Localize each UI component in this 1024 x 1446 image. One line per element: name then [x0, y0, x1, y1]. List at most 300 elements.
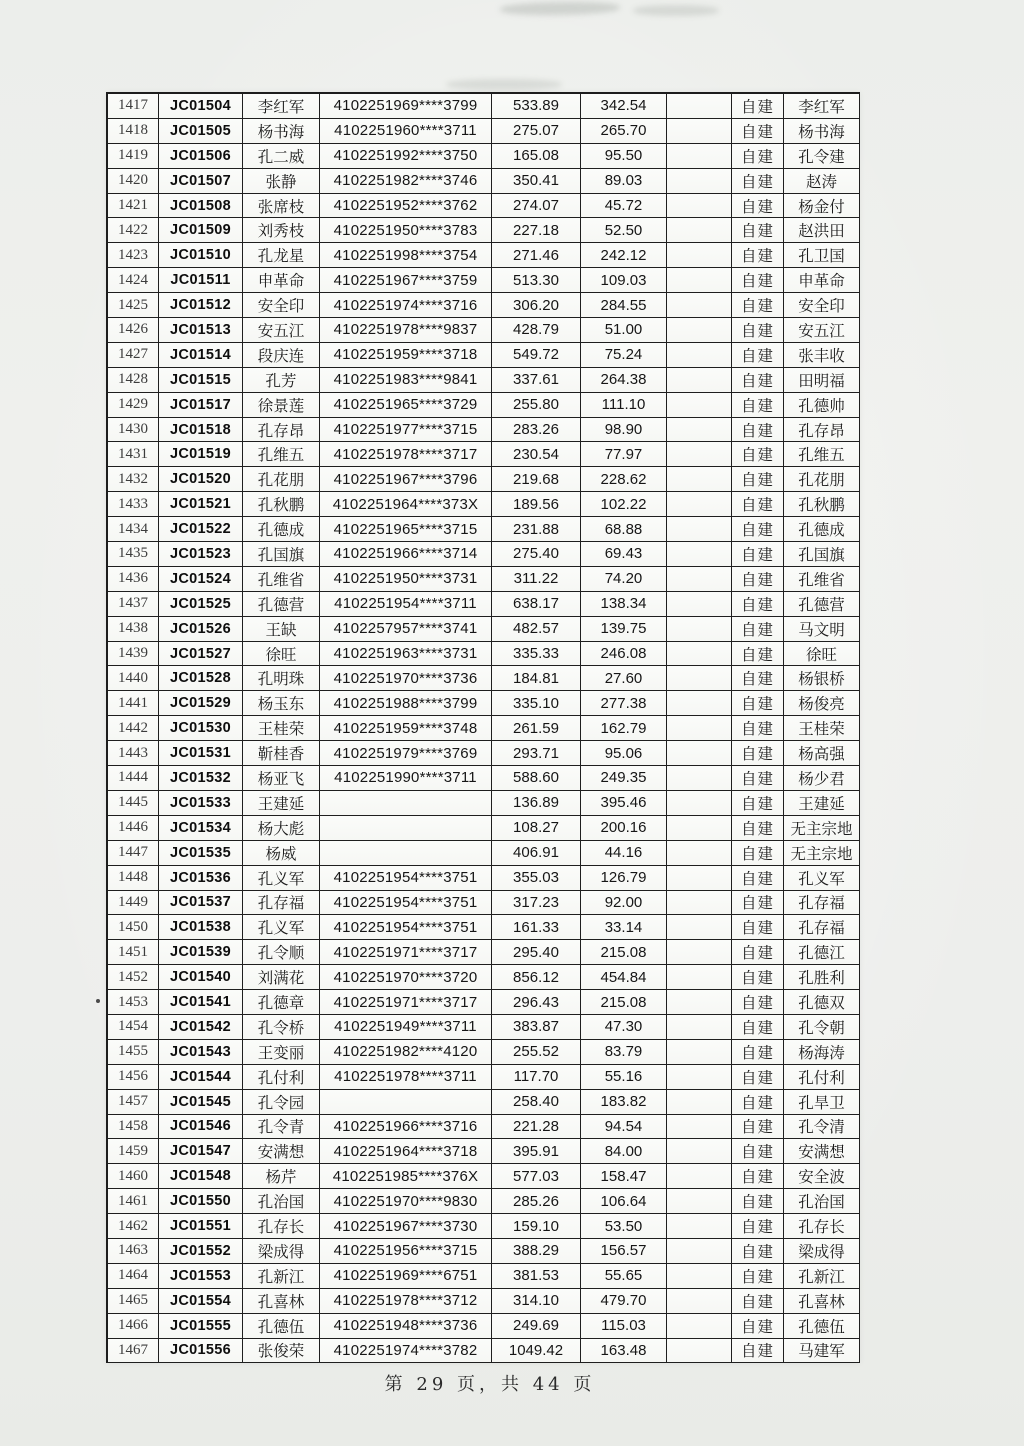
scan-bleed-smudge — [500, 1, 620, 16]
cell-value-2: 111.10 — [581, 393, 667, 418]
table-row — [108, 940, 860, 965]
cell-value-2: 55.16 — [581, 1065, 667, 1090]
table-row — [108, 915, 860, 940]
cell-value-2: 156.57 — [581, 1239, 667, 1264]
cell-row-index: 1466 — [108, 1314, 159, 1339]
cell-parcel-code: JC01537 — [159, 891, 243, 916]
cell-blank — [667, 418, 732, 443]
cell-registrant-name: 安五江 — [784, 318, 860, 343]
cell-build-type: 自建 — [732, 617, 784, 642]
cell-value-2: 95.06 — [581, 741, 667, 766]
cell-parcel-code: JC01540 — [159, 965, 243, 990]
table-row — [108, 666, 860, 691]
cell-row-index: 1434 — [108, 517, 159, 542]
table-row — [108, 442, 860, 467]
cell-value-1: 314.10 — [492, 1289, 581, 1314]
cell-blank — [667, 194, 732, 219]
cell-build-type: 自建 — [732, 592, 784, 617]
cell-row-index: 1438 — [108, 617, 159, 642]
cell-build-type: 自建 — [732, 94, 784, 119]
cell-value-1: 317.23 — [492, 891, 581, 916]
cell-id-number: 4102251970****3736 — [320, 666, 492, 691]
cell-registrant-name: 孔德伍 — [784, 1314, 860, 1339]
cell-parcel-code: JC01512 — [159, 293, 243, 318]
cell-build-type: 自建 — [732, 368, 784, 393]
cell-id-number: 4102251965****3729 — [320, 393, 492, 418]
table-row — [108, 318, 860, 343]
cell-holder-name: 孔治国 — [243, 1189, 320, 1214]
cell-blank — [667, 1214, 732, 1239]
cell-build-type: 自建 — [732, 243, 784, 268]
cell-holder-name: 孔令顺 — [243, 940, 320, 965]
cell-row-index: 1459 — [108, 1139, 159, 1164]
cell-holder-name: 孔德营 — [243, 592, 320, 617]
cell-parcel-code: JC01554 — [159, 1289, 243, 1314]
table-row — [108, 1314, 860, 1339]
table-row — [108, 418, 860, 443]
cell-id-number: 4102251949****3711 — [320, 1015, 492, 1040]
cell-id-number: 4102251966****3714 — [320, 542, 492, 567]
cell-registrant-name: 王桂荣 — [784, 716, 860, 741]
cell-build-type: 自建 — [732, 1264, 784, 1289]
table-row — [108, 716, 860, 741]
cell-blank — [667, 343, 732, 368]
cell-registrant-name: 孔存福 — [784, 915, 860, 940]
cell-id-number: 4102251956****3715 — [320, 1239, 492, 1264]
cell-build-type: 自建 — [732, 1115, 784, 1140]
cell-holder-name: 安五江 — [243, 318, 320, 343]
cell-registrant-name: 申革命 — [784, 268, 860, 293]
cell-row-index: 1443 — [108, 741, 159, 766]
cell-id-number: 4102251967****3796 — [320, 467, 492, 492]
cell-value-1: 428.79 — [492, 318, 581, 343]
cell-build-type: 自建 — [732, 144, 784, 169]
cell-parcel-code: JC01542 — [159, 1015, 243, 1040]
table-row — [108, 866, 860, 891]
cell-holder-name: 孔德章 — [243, 990, 320, 1015]
cell-parcel-code: JC01509 — [159, 218, 243, 243]
cell-blank — [667, 467, 732, 492]
scan-bleed-smudge — [633, 5, 719, 16]
cell-holder-name: 王缺 — [243, 617, 320, 642]
cell-holder-name: 徐旺 — [243, 642, 320, 667]
cell-registrant-name: 孔令建 — [784, 144, 860, 169]
cell-id-number: 4102251963****3731 — [320, 642, 492, 667]
cell-parcel-code: JC01532 — [159, 766, 243, 791]
cell-registrant-name: 王建延 — [784, 791, 860, 816]
cell-value-1: 383.87 — [492, 1015, 581, 1040]
cell-blank — [667, 368, 732, 393]
cell-row-index: 1431 — [108, 442, 159, 467]
cell-holder-name: 张俊荣 — [243, 1339, 320, 1364]
cell-value-2: 106.64 — [581, 1189, 667, 1214]
cell-row-index: 1436 — [108, 567, 159, 592]
cell-row-index: 1451 — [108, 940, 159, 965]
cell-build-type: 自建 — [732, 169, 784, 194]
cell-blank — [667, 1040, 732, 1065]
cell-registrant-name: 孔令清 — [784, 1115, 860, 1140]
table-row — [108, 1115, 860, 1140]
cell-holder-name: 段庆连 — [243, 343, 320, 368]
cell-parcel-code: JC01520 — [159, 467, 243, 492]
cell-holder-name: 孔存昂 — [243, 418, 320, 443]
cell-holder-name: 杨亚飞 — [243, 766, 320, 791]
cell-parcel-code: JC01510 — [159, 243, 243, 268]
cell-value-1: 274.07 — [492, 194, 581, 219]
cell-registrant-name: 孔令朝 — [784, 1015, 860, 1040]
cell-value-1: 513.30 — [492, 268, 581, 293]
cell-parcel-code: JC01524 — [159, 567, 243, 592]
cell-row-index: 1460 — [108, 1164, 159, 1189]
cell-parcel-code: JC01538 — [159, 915, 243, 940]
cell-row-index: 1444 — [108, 766, 159, 791]
cell-value-2: 158.47 — [581, 1164, 667, 1189]
cell-holder-name: 孔国旗 — [243, 542, 320, 567]
cell-blank — [667, 617, 732, 642]
cell-holder-name: 孔令青 — [243, 1115, 320, 1140]
cell-blank — [667, 492, 732, 517]
cell-id-number: 4102251969****3799 — [320, 94, 492, 119]
table-row — [108, 965, 860, 990]
cell-parcel-code: JC01546 — [159, 1115, 243, 1140]
cell-blank — [667, 1189, 732, 1214]
cell-value-1: 165.08 — [492, 144, 581, 169]
cell-build-type: 自建 — [732, 517, 784, 542]
cell-blank — [667, 1164, 732, 1189]
cell-registrant-name: 孔德帅 — [784, 393, 860, 418]
cell-holder-name: 杨玉东 — [243, 691, 320, 716]
cell-value-1: 549.72 — [492, 343, 581, 368]
cell-holder-name: 张静 — [243, 169, 320, 194]
table-row — [108, 741, 860, 766]
cell-holder-name: 孔存长 — [243, 1214, 320, 1239]
cell-parcel-code: JC01556 — [159, 1339, 243, 1364]
cell-value-2: 479.70 — [581, 1289, 667, 1314]
cell-registrant-name: 安满想 — [784, 1139, 860, 1164]
cell-build-type: 自建 — [732, 268, 784, 293]
cell-registrant-name: 孔花朋 — [784, 467, 860, 492]
cell-id-number: 4102251964****3718 — [320, 1139, 492, 1164]
cell-holder-name: 杨书海 — [243, 119, 320, 144]
cell-id-number: 4102251983****9841 — [320, 368, 492, 393]
cell-blank — [667, 940, 732, 965]
table-row — [108, 841, 860, 866]
cell-value-1: 293.71 — [492, 741, 581, 766]
table-row — [108, 194, 860, 219]
cell-row-index: 1426 — [108, 318, 159, 343]
cell-blank — [667, 1289, 732, 1314]
cell-build-type: 自建 — [732, 218, 784, 243]
cell-parcel-code: JC01531 — [159, 741, 243, 766]
cell-build-type: 自建 — [732, 766, 784, 791]
cell-build-type: 自建 — [732, 119, 784, 144]
cell-value-1: 296.43 — [492, 990, 581, 1015]
cell-row-index: 1439 — [108, 642, 159, 667]
table-row — [108, 592, 860, 617]
cell-holder-name: 孔令园 — [243, 1090, 320, 1115]
cell-row-index: 1433 — [108, 492, 159, 517]
cell-blank — [667, 293, 732, 318]
cell-value-2: 200.16 — [581, 816, 667, 841]
cell-registrant-name: 孔德双 — [784, 990, 860, 1015]
cell-value-2: 249.35 — [581, 766, 667, 791]
cell-id-number — [320, 791, 492, 816]
cell-value-2: 183.82 — [581, 1090, 667, 1115]
cell-holder-name: 李红军 — [243, 94, 320, 119]
cell-holder-name: 孔德成 — [243, 517, 320, 542]
cell-blank — [667, 1139, 732, 1164]
table-row — [108, 542, 860, 567]
cell-parcel-code: JC01506 — [159, 144, 243, 169]
cell-id-number: 4102251974****3716 — [320, 293, 492, 318]
cell-build-type: 自建 — [732, 542, 784, 567]
cell-row-index: 1458 — [108, 1115, 159, 1140]
cell-value-2: 55.65 — [581, 1264, 667, 1289]
cell-value-2: 92.00 — [581, 891, 667, 916]
cell-id-number: 4102251978****3712 — [320, 1289, 492, 1314]
cell-build-type: 自建 — [732, 1239, 784, 1264]
cell-holder-name: 刘秀枝 — [243, 218, 320, 243]
cell-row-index: 1424 — [108, 268, 159, 293]
cell-id-number: 4102251978****3717 — [320, 442, 492, 467]
cell-blank — [667, 1090, 732, 1115]
table-row — [108, 1239, 860, 1264]
cell-build-type: 自建 — [732, 716, 784, 741]
cell-value-1: 482.57 — [492, 617, 581, 642]
cell-id-number: 4102251954****3751 — [320, 915, 492, 940]
scan-bleed-smudge — [446, 79, 562, 90]
cell-id-number: 4102251979****3769 — [320, 741, 492, 766]
cell-value-2: 284.55 — [581, 293, 667, 318]
cell-blank — [667, 691, 732, 716]
cell-id-number: 4102251982****3746 — [320, 169, 492, 194]
cell-value-2: 215.08 — [581, 990, 667, 1015]
cell-value-1: 350.41 — [492, 169, 581, 194]
cell-id-number: 4102251965****3715 — [320, 517, 492, 542]
cell-value-2: 242.12 — [581, 243, 667, 268]
cell-value-2: 342.54 — [581, 94, 667, 119]
cell-value-1: 638.17 — [492, 592, 581, 617]
cell-id-number: 4102251967****3759 — [320, 268, 492, 293]
cell-value-2: 228.62 — [581, 467, 667, 492]
cell-blank — [667, 1065, 732, 1090]
cell-registrant-name: 杨金付 — [784, 194, 860, 219]
cell-registrant-name: 孔喜林 — [784, 1289, 860, 1314]
cell-build-type: 自建 — [732, 990, 784, 1015]
cell-row-index: 1417 — [108, 94, 159, 119]
cell-blank — [667, 1264, 732, 1289]
cell-parcel-code: JC01513 — [159, 318, 243, 343]
cell-holder-name: 杨威 — [243, 841, 320, 866]
cell-parcel-code: JC01505 — [159, 119, 243, 144]
cell-blank — [667, 791, 732, 816]
cell-registrant-name: 孔胜利 — [784, 965, 860, 990]
table-row — [108, 1139, 860, 1164]
cell-blank — [667, 666, 732, 691]
table-row — [108, 169, 860, 194]
cell-row-index: 1462 — [108, 1214, 159, 1239]
cell-blank — [667, 218, 732, 243]
table-row — [108, 1289, 860, 1314]
cell-parcel-code: JC01544 — [159, 1065, 243, 1090]
cell-row-index: 1440 — [108, 666, 159, 691]
cell-build-type: 自建 — [732, 940, 784, 965]
cell-parcel-code: JC01541 — [159, 990, 243, 1015]
cell-blank — [667, 1115, 732, 1140]
table-row — [108, 642, 860, 667]
cell-blank — [667, 268, 732, 293]
table-row — [108, 517, 860, 542]
cell-parcel-code: JC01545 — [159, 1090, 243, 1115]
cell-value-2: 277.38 — [581, 691, 667, 716]
cell-registrant-name: 孔维省 — [784, 567, 860, 592]
cell-value-1: 406.91 — [492, 841, 581, 866]
cell-id-number: 4102251959****3748 — [320, 716, 492, 741]
cell-build-type: 自建 — [732, 467, 784, 492]
cell-row-index: 1432 — [108, 467, 159, 492]
cell-id-number: 4102251954****3751 — [320, 891, 492, 916]
cell-value-2: 94.54 — [581, 1115, 667, 1140]
cell-registrant-name: 孔新江 — [784, 1264, 860, 1289]
cell-blank — [667, 1015, 732, 1040]
cell-row-index: 1449 — [108, 891, 159, 916]
cell-registrant-name: 孔德江 — [784, 940, 860, 965]
cell-value-2: 102.22 — [581, 492, 667, 517]
table-row — [108, 1214, 860, 1239]
cell-row-index: 1421 — [108, 194, 159, 219]
cell-blank — [667, 816, 732, 841]
cell-build-type: 自建 — [732, 567, 784, 592]
cell-row-index: 1425 — [108, 293, 159, 318]
cell-id-number: 4102251971****3717 — [320, 990, 492, 1015]
cell-id-number: 4102251969****6751 — [320, 1264, 492, 1289]
cell-registrant-name: 孔存长 — [784, 1214, 860, 1239]
cell-registrant-name: 田明福 — [784, 368, 860, 393]
cell-registrant-name: 孔秋鹏 — [784, 492, 860, 517]
cell-holder-name: 孔秋鹏 — [243, 492, 320, 517]
table-row — [108, 343, 860, 368]
cell-holder-name: 安全印 — [243, 293, 320, 318]
cell-holder-name: 孔芳 — [243, 368, 320, 393]
cell-build-type: 自建 — [732, 1015, 784, 1040]
cell-parcel-code: JC01522 — [159, 517, 243, 542]
cell-blank — [667, 1339, 732, 1364]
cell-row-index: 1464 — [108, 1264, 159, 1289]
cell-registrant-name: 孔维五 — [784, 442, 860, 467]
cell-row-index: 1429 — [108, 393, 159, 418]
cell-blank — [667, 592, 732, 617]
cell-value-1: 255.80 — [492, 393, 581, 418]
cell-registrant-name: 孔德成 — [784, 517, 860, 542]
cell-parcel-code: JC01550 — [159, 1189, 243, 1214]
cell-blank — [667, 567, 732, 592]
cell-value-2: 83.79 — [581, 1040, 667, 1065]
cell-row-index: 1435 — [108, 542, 159, 567]
cell-build-type: 自建 — [732, 666, 784, 691]
cell-parcel-code: JC01525 — [159, 592, 243, 617]
cell-parcel-code: JC01551 — [159, 1214, 243, 1239]
cell-row-index: 1454 — [108, 1015, 159, 1040]
table-row — [108, 492, 860, 517]
cell-holder-name: 申革命 — [243, 268, 320, 293]
cell-id-number: 4102251978****9837 — [320, 318, 492, 343]
cell-parcel-code: JC01555 — [159, 1314, 243, 1339]
cell-holder-name: 孔龙星 — [243, 243, 320, 268]
cell-registrant-name: 无主宗地 — [784, 816, 860, 841]
page-footer: 第 29 页，共 44 页 — [384, 1374, 596, 1395]
cell-value-1: 219.68 — [492, 467, 581, 492]
cell-value-1: 577.03 — [492, 1164, 581, 1189]
table-row — [108, 1015, 860, 1040]
cell-value-1: 533.89 — [492, 94, 581, 119]
cell-registrant-name: 李红军 — [784, 94, 860, 119]
cell-build-type: 自建 — [732, 891, 784, 916]
cell-row-index: 1427 — [108, 343, 159, 368]
cell-value-1: 258.40 — [492, 1090, 581, 1115]
cell-value-1: 249.69 — [492, 1314, 581, 1339]
cell-holder-name: 孔令桥 — [243, 1015, 320, 1040]
cell-holder-name: 徐景莲 — [243, 393, 320, 418]
cell-id-number: 4102251977****3715 — [320, 418, 492, 443]
cell-registrant-name: 赵涛 — [784, 169, 860, 194]
cell-registrant-name: 杨俊亮 — [784, 691, 860, 716]
cell-row-index: 1422 — [108, 218, 159, 243]
cell-row-index: 1430 — [108, 418, 159, 443]
cell-parcel-code: JC01552 — [159, 1239, 243, 1264]
cell-row-index: 1467 — [108, 1339, 159, 1364]
cell-parcel-code: JC01515 — [159, 368, 243, 393]
cell-id-number — [320, 1090, 492, 1115]
cell-registrant-name: 安全波 — [784, 1164, 860, 1189]
cell-parcel-code: JC01523 — [159, 542, 243, 567]
table-row — [108, 218, 860, 243]
cell-holder-name: 杨芹 — [243, 1164, 320, 1189]
cell-registrant-name: 孔德营 — [784, 592, 860, 617]
cell-value-1: 1049.42 — [492, 1339, 581, 1364]
table-row — [108, 94, 860, 119]
cell-value-2: 77.97 — [581, 442, 667, 467]
table-row — [108, 144, 860, 169]
cell-parcel-code: JC01548 — [159, 1164, 243, 1189]
cell-registrant-name: 孔治国 — [784, 1189, 860, 1214]
cell-id-number: 4102251966****3716 — [320, 1115, 492, 1140]
cell-id-number: 4102251964****373X — [320, 492, 492, 517]
cell-row-index: 1419 — [108, 144, 159, 169]
cell-value-1: 856.12 — [492, 965, 581, 990]
cell-blank — [667, 144, 732, 169]
cell-value-1: 275.40 — [492, 542, 581, 567]
cell-registrant-name: 孔义军 — [784, 866, 860, 891]
cell-id-number: 4102251967****3730 — [320, 1214, 492, 1239]
cell-blank — [667, 1314, 732, 1339]
cell-parcel-code: JC01529 — [159, 691, 243, 716]
cell-registrant-name: 无主宗地 — [784, 841, 860, 866]
table-row — [108, 791, 860, 816]
cell-row-index: 1450 — [108, 915, 159, 940]
cell-build-type: 自建 — [732, 965, 784, 990]
cell-value-2: 163.48 — [581, 1339, 667, 1364]
cell-holder-name: 王变丽 — [243, 1040, 320, 1065]
cell-registrant-name: 梁成得 — [784, 1239, 860, 1264]
scan-ink-dot — [96, 999, 100, 1003]
cell-build-type: 自建 — [732, 1189, 784, 1214]
cell-build-type: 自建 — [732, 1339, 784, 1364]
cell-row-index: 1442 — [108, 716, 159, 741]
cell-registrant-name: 赵洪田 — [784, 218, 860, 243]
cell-build-type: 自建 — [732, 343, 784, 368]
cell-id-number: 4102251998****3754 — [320, 243, 492, 268]
cell-parcel-code: JC01511 — [159, 268, 243, 293]
